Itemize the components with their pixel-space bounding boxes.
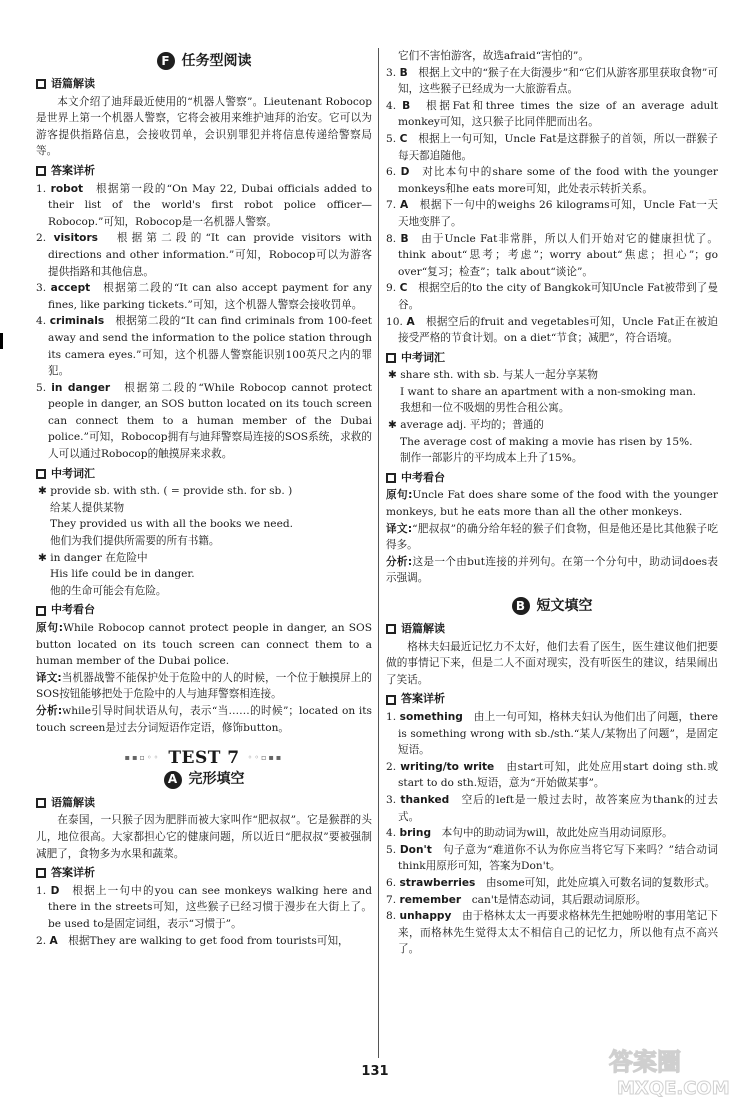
answer-item: 5. Don't 句子意为“难道你不认为你应当将它写下来吗？”结合动词think用原形可知，答案为Don't。 <box>386 843 718 873</box>
answers-list-f <box>36 181 372 463</box>
right-column <box>386 48 718 958</box>
vocab-term: ✱ in danger 在危险中 <box>38 551 148 564</box>
answer-item: 3. B 根据上文中的“猴子在大街漫步”和“它们从游客那里获取食物”可知，这些猴子已经成为一大旅游看点。 <box>386 66 718 96</box>
b-answers-heading: 答案详析 <box>386 691 718 708</box>
vocab-example-en: His life could be in danger. <box>50 568 195 581</box>
bullet-icon <box>36 868 46 878</box>
original-sentence: 原句:Uncle Fat does share some of the food with the younger monkeys, but he eats more than all the other monkeys. <box>386 489 718 519</box>
answer-item: 3. thanked 空后的left是一般过去时，故答案应为thank的过去式。 <box>386 793 718 823</box>
bullet-icon <box>36 606 46 616</box>
vocab-heading: 中考词汇 <box>386 350 718 367</box>
answer-item: 4. criminals 根据第二段的“It can find criminals from 100-feet away and send the information to the police station through its camera eyes.”可知，这个机器人警察能识别100英尺之内的罪犯。 <box>36 315 372 378</box>
vocab-term: ✱ average adj. 平均的；普通的 <box>388 419 544 432</box>
scan-artifact <box>0 333 3 349</box>
answer-item: 5. C 根据上一句可知，Uncle Fat是这群猴子的首领，所以一群猴子每天都追随他。 <box>386 132 718 162</box>
vocab-list-f <box>36 483 372 599</box>
answer-item: 7. A 根据下一句中的weighs 26 kilograms可知，Uncle Fat一天天地变胖了。 <box>386 199 718 228</box>
bullet-icon <box>36 469 46 479</box>
answer-item: 2. writing/to write 由start可知，此处应用start doing sth.或start to do sth.短语，意为“开始做某事”。 <box>386 760 718 790</box>
a-answers-heading: 答案详析 <box>36 865 372 882</box>
section-f-badge: F <box>157 52 175 70</box>
left-column <box>36 48 372 949</box>
sentence-heading: 中考看台 <box>36 602 372 619</box>
a-intro-heading: 语篇解读 <box>36 795 372 812</box>
section-b-badge: B <box>512 597 530 615</box>
section-f-header <box>36 52 372 70</box>
answer-item: 4. B 根据Fat和three times the size of an average adult monkey可知，这只猴子比同伴肥而出名。 <box>386 99 718 129</box>
vocab-example-cn: 制作一部影片的平均成本上升了15%。 <box>400 452 583 465</box>
vocab-term: ✱ provide sb. with sth. ( = provide sth. for sb. ) <box>38 485 293 498</box>
section-a-header <box>36 771 372 789</box>
vocab-example-en: I want to share an apartment with a non-smoking man. <box>400 385 697 398</box>
intro-text: 本文介绍了迪拜最近使用的“机器人警察”。Lieutenant Robocop是世界上第一个机器人警察，它将会被用来维护迪拜的治安。它可以为游客提供指路信息，会接收罚单，会识别罪犯并将信息传递给警察局等。 <box>36 95 372 158</box>
intro-heading: 语篇解读 <box>36 76 372 93</box>
b-intro-heading: 语篇解读 <box>386 621 718 638</box>
answer-item: 10. A 根据空后的fruit and vegetables可知，Uncle Fat正在被迫接受严格的节食计划。on a diet“节食；减肥”，符合语境。 <box>386 315 718 345</box>
vocab-example-cn: 我想和一位不吸烟的男性合租公寓。 <box>400 402 570 415</box>
answer-item: 2. A 根据They are walking to get food from tourists可知， <box>36 934 349 947</box>
answer-item: 6. strawberries 由some可知，此处应填入可数名词的复数形式。 <box>386 876 716 889</box>
answer-item: 7. remember can't是情态动词，其后跟动词原形。 <box>386 893 647 906</box>
bullet-icon <box>386 695 396 705</box>
vocab-example-en: They provided us with all the books we need. <box>50 518 293 531</box>
b-intro-text: 格林夫妇最近记忆力不太好，他们去看了医生，医生建议他们把要做的事情记下来，但是二人不面对现实，没有听医生的建议，结果闹出了笑话。 <box>386 640 718 686</box>
section-b-header <box>386 597 718 615</box>
vocab-example-en: The average cost of making a movie has risen by 15%. <box>400 435 693 448</box>
vocab-heading: 中考词汇 <box>36 466 372 483</box>
analysis: 分析:while引导时间状语从句，表示“当……的时候”；located on its touch screen是过去分词短语作定语，修饰button。 <box>36 704 372 734</box>
sentence-heading: 中考看台 <box>386 470 718 487</box>
svg-text:MXQE.COM: MXQE.COM <box>617 1078 730 1099</box>
a-intro-text: 在泰国，一只猴子因为肥胖而被大家叫作“肥叔叔”。它是猴群的头儿，地位很高。大家都担心它的健康问题，所以近日“肥叔叔”要被强制减肥了，食物多为水果和蔬菜。 <box>36 814 372 860</box>
answer-item: 1. something 由上一句可知，格林夫妇认为他们出了问题，there is something wrong with sb./sth.“某人/某物出了问题”，是固定短语。 <box>386 710 719 757</box>
answer-item: 5. in danger 根据第二段的“While Robocop cannot protect people in danger, an SOS button located on its touch screen can connect them to a human member of the Dubai police.”可知，Robocop拥有与迪拜警察局连接的SOS系统，求救的人可以通过Robocop的触摸屏来求救。 <box>36 381 373 461</box>
test-title: TEST 7 <box>168 748 240 769</box>
answer-item: 9. C 根据空后的to the city of Bangkok可知Uncle Fat被带到了曼谷。 <box>386 282 719 311</box>
answer-item: 1. robot 根据第一段的“On May 22, Dubai officials added to their list of the world's first robot police officer—Robocop.”可知，Robocop是一名机器人警察。 <box>36 182 372 228</box>
translation: 译文:当机器战警不能保护处于危险中的人的时候，一个位于触摸屏上的SOS按钮能够把处于危险中的人与迪拜警察相连接。 <box>36 671 372 701</box>
bullet-icon <box>386 624 396 634</box>
section-a-title: 完形填空 <box>188 771 245 788</box>
bullet-icon <box>36 166 46 176</box>
page-number: 131 <box>361 1064 389 1079</box>
decoration: ◦◦▫▪▪ <box>247 753 284 763</box>
answers-heading: 答案详析 <box>36 163 372 180</box>
answer-item: 8. B 由于Uncle Fat非常胖，所以人们开始对它的健康担忧了。think about“思考；考虑”；worry about“焦虑；担心”；go over“复习；检查”；talk about“谈论”。 <box>386 232 718 278</box>
section-a-badge: A <box>164 771 182 789</box>
answer-item: 4. bring 本句中的助动词为will，故此处应当用动词原形。 <box>386 827 673 840</box>
translation: 译文:“肥叔叔”的确分给年轻的猴子们食物，但是他还是比其他猴子吃得多。 <box>386 522 718 552</box>
continued-text: 它们不害怕游客，故选afraid“害怕的”。 <box>398 50 589 62</box>
section-f-title: 任务型阅读 <box>181 52 252 69</box>
vocab-term: ✱ share sth. with sb. 与某人一起分享某物 <box>388 369 598 382</box>
original-sentence: 原句:While Robocop cannot protect people in danger, an SOS button located on its touch screen can connect them to a human member of the Dubai police. <box>36 622 372 668</box>
answer-item: 6. D 对比本句中的share some of the food with the younger monkeys和he eats more可知，此处表示转折关系。 <box>386 166 718 195</box>
bullet-icon <box>36 79 46 89</box>
answer-item: 8. unhappy 由于格林太太一再要求格林先生把她吩咐的事用笔记下来，而格林先生觉得太太不相信自己的记忆力，所以他有点不高兴了。 <box>386 910 718 956</box>
watermark-logo <box>605 1040 740 1100</box>
answer-item: 2. visitors 根据第二段的“It can provide visitors with directions and other information.”可知，Robocop可以为游客提供指路和其他信息。 <box>36 232 372 278</box>
bullet-icon <box>386 353 396 363</box>
vocab-example-cn: 他们为我们提供所需要的所有书籍。 <box>50 535 220 548</box>
decoration: ▪▪▫◦◦ <box>124 753 161 763</box>
bullet-icon <box>386 473 396 483</box>
svg-text:答案圈: 答案圈 <box>609 1048 681 1076</box>
vocab-example-cn: 他的生命可能会有危险。 <box>50 584 167 597</box>
section-b-title: 短文填空 <box>536 597 593 614</box>
answer-item: 3. accept 根据第二段的“It can also accept payment for any fines, like parking tickets.”可知，这个机器人警察会接收罚单。 <box>36 282 373 311</box>
column-divider <box>378 48 379 1058</box>
vocab-meaning: 给某人提供某物 <box>50 501 125 514</box>
bullet-icon <box>36 798 46 808</box>
test-header <box>36 750 372 767</box>
analysis: 分析:这是一个由but连接的并列句。在第一个分句中，助动词does表示强调。 <box>386 555 718 585</box>
answer-item: 1. D 根据上一句中的you can see monkeys walking here and there in the streets可知，这些猴子已经习惯于漫步在大街上了。be used to是固定词组，表示“习惯于”。 <box>36 884 373 930</box>
